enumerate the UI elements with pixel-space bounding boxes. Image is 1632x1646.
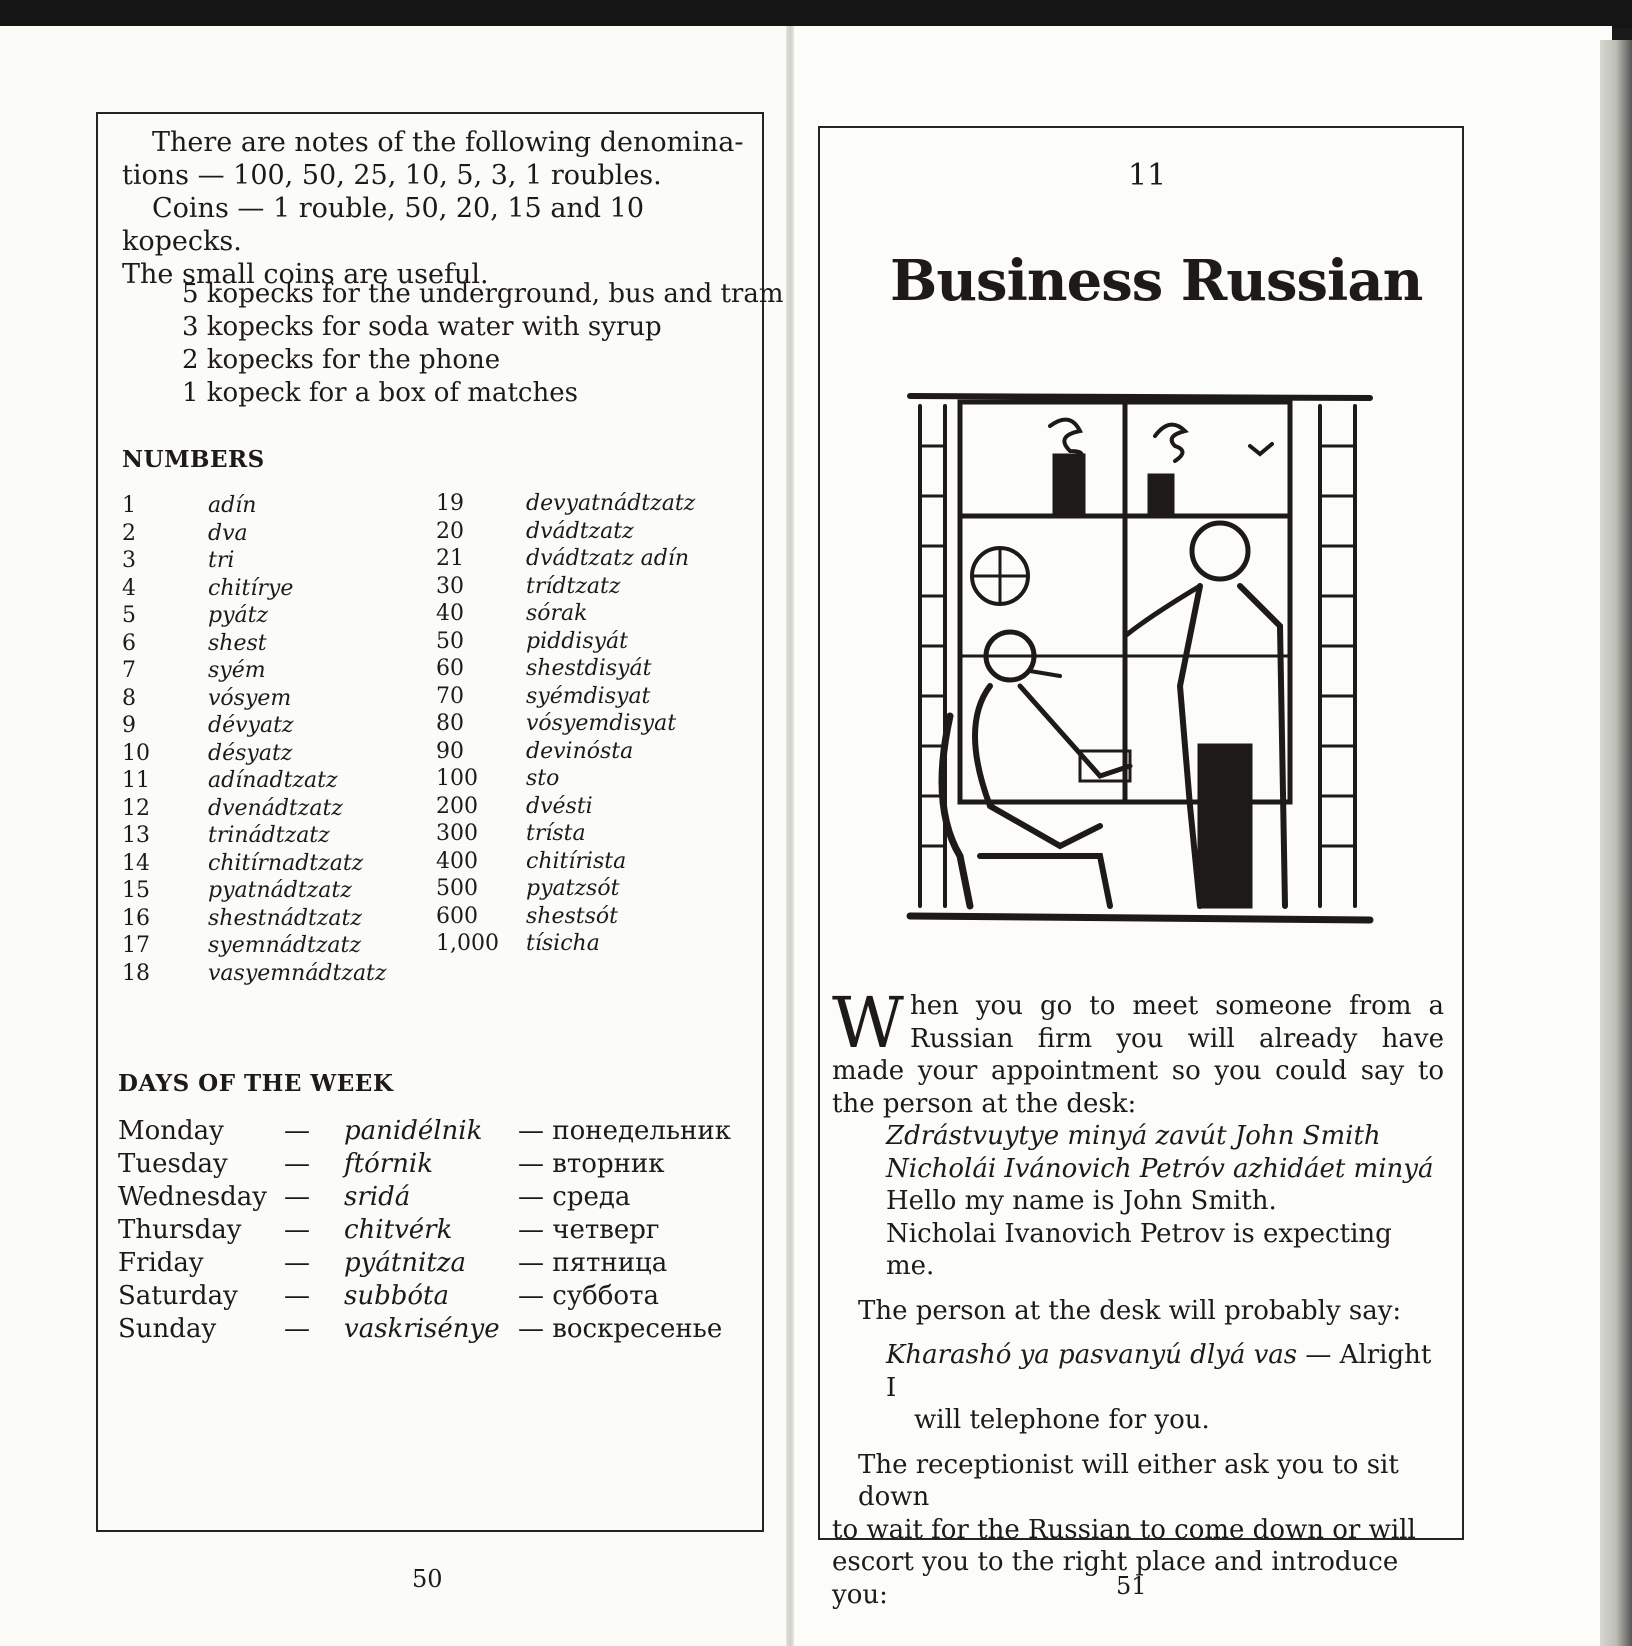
english-phrase: Hello my name is John Smith. (886, 1186, 1277, 1216)
day-russian: — суббота (518, 1281, 659, 1311)
text-line: your appointment so you could say to the (832, 1056, 1444, 1119)
number-digit: 13 (122, 823, 150, 848)
dash: — (284, 1215, 310, 1245)
number-digit: 40 (436, 601, 464, 626)
number-digit: 100 (436, 766, 478, 791)
number-word: syémdisyat (526, 683, 651, 709)
day-english: Thursday (118, 1215, 242, 1245)
day-russian: — среда (518, 1182, 631, 1212)
number-word: trídtzatz (526, 573, 621, 599)
number-digit: 9 (122, 713, 136, 738)
number-digit: 300 (436, 821, 478, 846)
paragraph: The person at the desk will probably say: (858, 1295, 1402, 1326)
russian-phrase: Zdrástvuytye minyá zavút John Smith (886, 1121, 1381, 1151)
page-number-left: 50 (412, 1565, 443, 1593)
numbers-col1-digits (122, 492, 150, 987)
paragraph (832, 1449, 1444, 1514)
chapter-title: Business Russian (890, 248, 1423, 314)
list-item: 3 kopecks for soda water with syrup (182, 312, 662, 342)
number-word: trísta (526, 821, 586, 846)
number-word: chitírye (208, 575, 294, 601)
day-transliteration: pyátnitza (344, 1248, 466, 1278)
number-digit: 80 (436, 711, 464, 736)
intro-line: Coins — 1 rouble, 50, 20, 15 and 10 kopecks. (122, 193, 645, 257)
number-word: shestnádtzatz (208, 905, 362, 931)
day-english: Friday (118, 1248, 204, 1278)
number-word: vósyem (208, 685, 292, 711)
number-digit: 21 (436, 546, 464, 571)
text-line: person at the desk: (882, 1088, 1137, 1119)
list-item: 1 kopeck for a box of matches (182, 378, 578, 408)
number-digit: 10 (122, 740, 150, 766)
number-digit: 12 (122, 795, 150, 821)
number-digit: 3 (122, 548, 136, 573)
number-digit: 18 (122, 960, 150, 986)
number-digit: 4 (122, 575, 136, 601)
number-digit: 19 (436, 491, 464, 516)
day-transliteration: vaskrisénye (344, 1314, 500, 1344)
intro-line: There are notes of the following denomina- (152, 127, 744, 158)
page-number-right: 51 (1116, 1572, 1147, 1600)
currency-intro (122, 126, 750, 291)
russian-phrase: Kharashó ya pasvanyú dlyá vas (886, 1340, 1298, 1370)
day-russian: — четверг (518, 1215, 660, 1245)
numbers-col2-digits (436, 490, 499, 958)
dash: — (284, 1248, 310, 1278)
day-russian: — воскресенье (518, 1314, 723, 1344)
number-word: adínadtzatz (208, 768, 338, 793)
number-digit: 1 (122, 493, 136, 518)
scan-top-edge (0, 0, 1632, 28)
number-word: piddisyát (526, 628, 628, 654)
number-word: vasyemnádtzatz (208, 960, 387, 986)
number-word: chitírnadtzatz (208, 850, 364, 876)
number-digit: 2 (122, 520, 136, 546)
number-digit: 70 (436, 683, 464, 709)
number-word: shestsót (526, 903, 618, 929)
number-word: tísicha (526, 931, 600, 956)
day-transliteration: chitvérk (344, 1215, 453, 1245)
number-digit: 17 (122, 933, 150, 958)
number-word: pyatnádtzatz (208, 878, 352, 903)
number-word: sto (526, 766, 560, 791)
day-english: Saturday (118, 1281, 238, 1311)
day-english: Monday (118, 1116, 224, 1146)
number-word: dvádtzatz adín (526, 546, 690, 571)
number-digit: 6 (122, 630, 136, 656)
text-line: The receptionist will either ask you to sit down (858, 1449, 1399, 1512)
number-word: vósyemdisyat (526, 711, 677, 736)
number-word: shest (208, 630, 267, 656)
day-transliteration: panidélnik (344, 1116, 483, 1146)
paragraph (832, 1514, 1444, 1547)
number-digit: 5 (122, 603, 136, 628)
number-word: devinósta (526, 738, 634, 764)
number-digit: 14 (122, 850, 150, 876)
day-russian: — понедельник (518, 1116, 731, 1146)
number-digit: 20 (436, 518, 464, 544)
number-digit: 8 (122, 685, 136, 711)
number-word: tri (208, 548, 235, 573)
intro-line: The small coins are useful. (122, 259, 489, 290)
phrase-block (832, 1120, 1444, 1283)
number-digit: 400 (436, 848, 478, 874)
chapter-body (832, 982, 1444, 1611)
chapter-number: 11 (1128, 158, 1167, 193)
text-line: escort you to the right place and introduce you: (832, 1547, 1399, 1610)
russian-phrase: Nicholái Ivánovich Petróv azhidáet minyá (886, 1153, 1434, 1184)
number-digit: 60 (436, 656, 464, 681)
days-heading: DAYS OF THE WEEK (118, 1070, 394, 1097)
drop-cap: W (832, 982, 904, 1064)
list-item: 5 kopecks for the underground, bus and tram (182, 279, 784, 309)
number-word: shestdisyát (526, 656, 652, 681)
number-word: dévyatz (208, 713, 294, 738)
number-digit: 7 (122, 658, 136, 683)
text-line: to wait for the Russian to come down or will (832, 1514, 1416, 1545)
day-russian: — пятница (518, 1248, 668, 1278)
office-meeting-illustration (900, 386, 1380, 938)
numbers-col2-words (526, 490, 695, 958)
number-word: dvádtzatz (526, 518, 634, 544)
intro-line: tions — 100, 50, 25, 10, 5, 3, 1 roubles. (122, 160, 662, 191)
number-digit: 90 (436, 738, 464, 764)
number-word: dvenádtzatz (208, 795, 343, 821)
number-digit: 11 (122, 768, 150, 793)
day-russian: — вторник (518, 1149, 665, 1179)
number-digit: 16 (122, 905, 150, 931)
number-digit: 200 (436, 793, 478, 819)
number-word: devyatnádtzatz (526, 491, 696, 516)
page-edges (1600, 40, 1632, 1646)
numbers-col1-words (208, 492, 387, 987)
english-phrase: — Alright I (886, 1340, 1432, 1403)
english-phrase: will telephone for you. (914, 1405, 1210, 1435)
day-english: Sunday (118, 1314, 217, 1344)
number-digit: 15 (122, 878, 150, 903)
text-line: hen you go to meet someone from a (909, 991, 1444, 1021)
number-word: trinádtzatz (208, 823, 330, 848)
day-english: Tuesday (118, 1149, 228, 1179)
coin-uses-list (182, 278, 784, 410)
number-digit: 1,000 (436, 931, 499, 956)
number-word: dvésti (526, 793, 593, 819)
text-line: Russian firm you will already have made (832, 1023, 1444, 1086)
day-transliteration: sridá (344, 1182, 411, 1212)
list-item: 2 kopecks for the phone (182, 345, 501, 375)
number-digit: 30 (436, 573, 464, 599)
phrase-block (832, 1339, 1444, 1437)
day-transliteration: subbóta (344, 1281, 449, 1311)
number-word: pyatzsót (526, 876, 620, 901)
book-gutter (786, 26, 794, 1646)
dash: — (284, 1281, 310, 1311)
numbers-heading: NUMBERS (122, 446, 265, 473)
paragraph (832, 982, 1444, 1120)
day-english: Wednesday (118, 1182, 267, 1212)
number-word: pyátz (208, 603, 269, 628)
number-word: sórak (526, 601, 588, 626)
day-transliteration: ftórnik (344, 1149, 433, 1179)
english-phrase: Nicholai Ivanovich Petrov is expecting me. (886, 1218, 1392, 1281)
number-word: adín (208, 493, 257, 518)
number-digit: 50 (436, 628, 464, 654)
number-word: syemnádtzatz (208, 933, 361, 958)
number-word: dva (208, 520, 248, 546)
number-word: chitírista (526, 848, 627, 874)
number-word: syém (208, 658, 266, 683)
number-digit: 600 (436, 903, 478, 929)
number-digit: 500 (436, 876, 478, 901)
dash: — (284, 1182, 310, 1212)
number-word: désyatz (208, 740, 293, 766)
dash: — (284, 1116, 310, 1146)
dash: — (284, 1149, 310, 1179)
dash: — (284, 1314, 310, 1344)
